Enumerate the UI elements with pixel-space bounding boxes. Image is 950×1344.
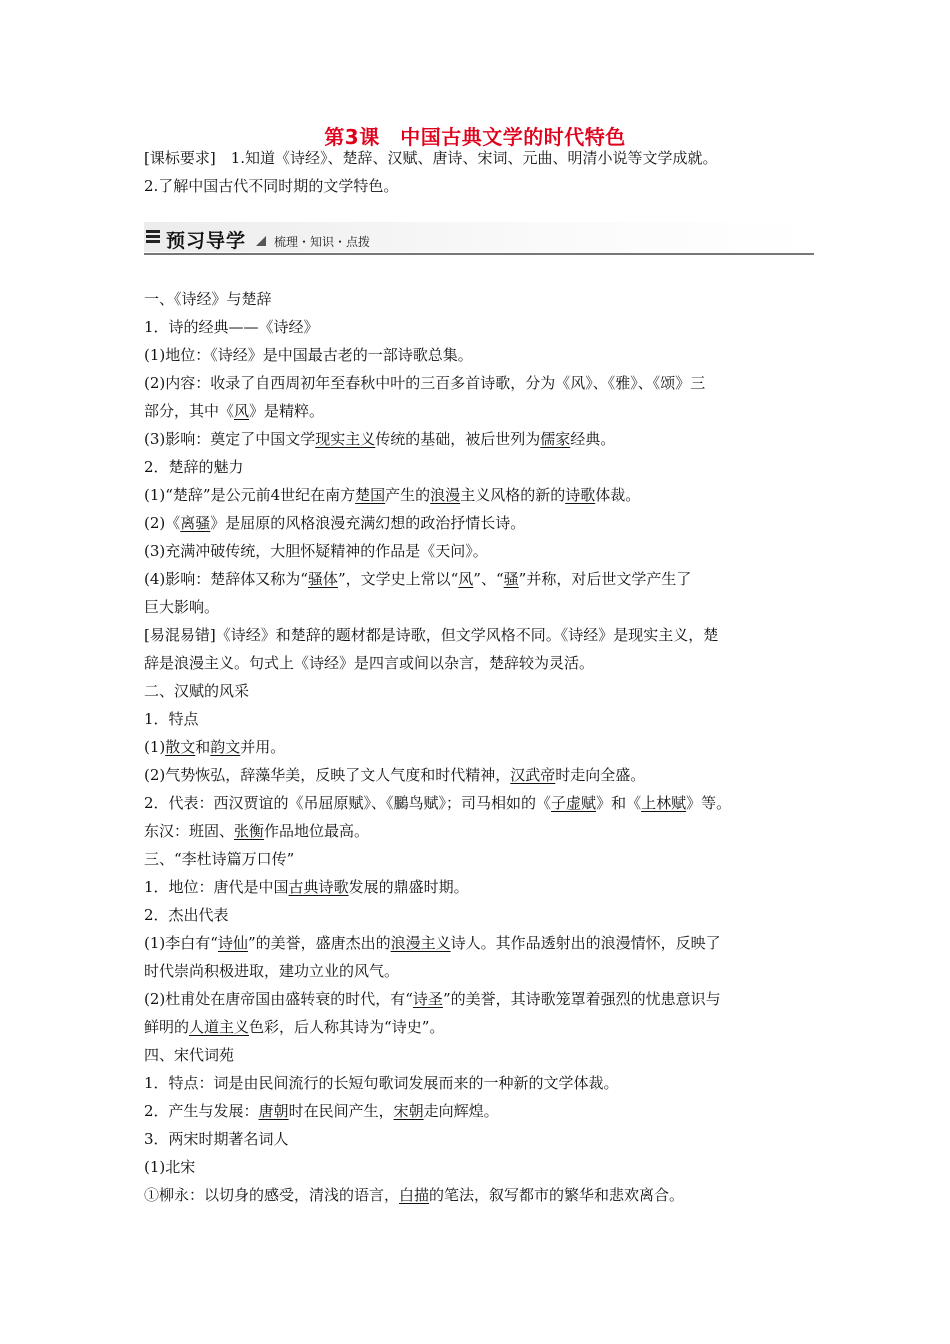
answer-blank: 现实主义	[315, 430, 376, 448]
answer-blank: 人道主义	[189, 1018, 250, 1036]
paragraph: 1．地位：唐代是中国古典诗歌发展的鼎盛时期。	[144, 878, 469, 896]
banner-stripes-icon	[146, 230, 160, 246]
answer-blank: 唐朝	[258, 1102, 289, 1120]
subheading: 1．特点	[144, 710, 199, 728]
paragraph: (2)杜甫处在唐帝国由盛转衰的时代，有“诗圣”的美誉，其诗歌笼罩着强烈的忧患意识与	[144, 990, 721, 1008]
answer-blank: 张衡	[234, 822, 265, 840]
paragraph: 东汉：班固、张衡作品地位最高。	[144, 822, 370, 840]
banner-subtitle: 梳理・知识・点拨	[274, 235, 371, 249]
paragraph: (2)气势恢弘，辞藻华美，反映了文人气度和时代精神，汉武帝时走向全盛。	[144, 766, 646, 784]
paragraph: (3)充满冲破传统，大胆怀疑精神的作品是《天问》。	[144, 542, 488, 560]
paragraph: (4)影响：楚辞体又称为“骚体”，文学史上常以“风”、“骚”并称，对后世文学产生了	[144, 570, 692, 588]
section-heading: 二、汉赋的风采	[144, 682, 250, 700]
paragraph: (1)李白有“诗仙”的美誉，盛唐杰出的浪漫主义诗人。其作品透射出的浪漫情怀，反映了	[144, 934, 721, 952]
note: 辞是浪漫主义。句式上《诗经》是四言或间以杂言，楚辞较为灵活。	[144, 654, 595, 672]
page-title: 第3课 中国古典文学的时代特色	[324, 125, 626, 149]
answer-blank: 浪漫	[430, 486, 461, 504]
note: [易混易错]《诗经》和楚辞的题材都是诗歌，但文学风格不同。《诗经》是现实主义，楚	[144, 626, 719, 644]
answer-blank: 楚国	[355, 486, 386, 504]
paragraph: (2)《离骚》是屈原的风格浪漫充满幻想的政治抒情长诗。	[144, 514, 526, 532]
answer-blank: 诗仙	[217, 934, 248, 952]
answer-blank: 宋朝	[393, 1102, 424, 1120]
subheading: 1．诗的经典——《诗经》	[144, 318, 319, 336]
subheading: 3．两宋时期著名词人	[144, 1130, 289, 1148]
section-banner	[144, 222, 814, 258]
subheading: 2．楚辞的魅力	[144, 458, 244, 476]
curriculum-requirements-line-2: 2.了解中国古代不同时期的文学特色。	[144, 177, 399, 195]
answer-blank: 韵文	[210, 738, 241, 756]
paragraph: 1．特点：词是由民间流行的长短句歌词发展而来的一种新的文学体裁。	[144, 1074, 619, 1092]
answer-blank: 古典诗歌	[288, 878, 349, 896]
answer-blank: 骚体	[307, 570, 338, 588]
answer-blank: 骚	[503, 570, 519, 588]
paragraph: 时代崇尚积极进取，建功立业的风气。	[144, 962, 400, 980]
answer-blank: 浪漫主义	[390, 934, 451, 952]
curriculum-requirements-line-1: [课标要求] 1.知道《诗经》、楚辞、汉赋、唐诗、宋词、元曲、明清小说等文学成就。	[144, 149, 718, 167]
answer-blank: 诗圣	[412, 990, 443, 1008]
subheading: 2．杰出代表	[144, 906, 229, 924]
answer-blank: 风	[234, 402, 250, 420]
paragraph: 部分，其中《风》是精粹。	[144, 402, 325, 420]
answer-blank: 风	[458, 570, 474, 588]
answer-blank: 儒家	[540, 430, 571, 448]
paragraph: 2．代表：西汉贾谊的《吊屈原赋》、《鵩鸟赋》；司马相如的《子虚赋》和《上林赋》等。	[144, 794, 732, 812]
paragraph: 巨大影响。	[144, 598, 220, 616]
answer-blank: 白描	[399, 1186, 430, 1204]
answer-blank: 离骚	[180, 514, 211, 532]
answer-blank: 散文	[165, 738, 196, 756]
answer-blank: 汉武帝	[510, 766, 556, 784]
paragraph: (3)影响：奠定了中国文学现实主义传统的基础，被后世列为儒家经典。	[144, 430, 616, 448]
section-heading: 四、宋代词苑	[144, 1046, 235, 1064]
answer-blank: 诗歌	[565, 486, 596, 504]
answer-blank: 子虚赋	[551, 794, 597, 812]
section-heading: 三、“李杜诗篇万口传”	[144, 850, 295, 868]
banner-heading: 预习导学	[166, 230, 247, 252]
paragraph: (1)北宋	[144, 1158, 196, 1176]
paragraph: 鲜明的人道主义色彩，后人称其诗为“诗史”。	[144, 1018, 445, 1036]
paragraph: (1)地位：《诗经》是中国最古老的一部诗歌总集。	[144, 346, 473, 364]
paragraph: (1)“楚辞”是公元前4世纪在南方楚国产生的浪漫主义风格的新的诗歌体裁。	[144, 486, 641, 504]
paragraph: (1)散文和韵文并用。	[144, 738, 286, 756]
section-heading: 一、《诗经》与楚辞	[144, 290, 272, 308]
paragraph: (2)内容：收录了自西周初年至春秋中叶的三百多首诗歌，分为《风》、《雅》、《颂》三	[144, 374, 706, 392]
paragraph: ①柳永：以切身的感受，清浅的语言，白描的笔法，叙写都市的繁华和悲欢离合。	[144, 1186, 685, 1204]
banner-triangle-icon	[256, 236, 266, 246]
answer-blank: 上林赋	[641, 794, 687, 812]
paragraph: 2．产生与发展：唐朝时在民间产生，宋朝走向辉煌。	[144, 1102, 499, 1120]
banner-divider	[144, 253, 814, 255]
